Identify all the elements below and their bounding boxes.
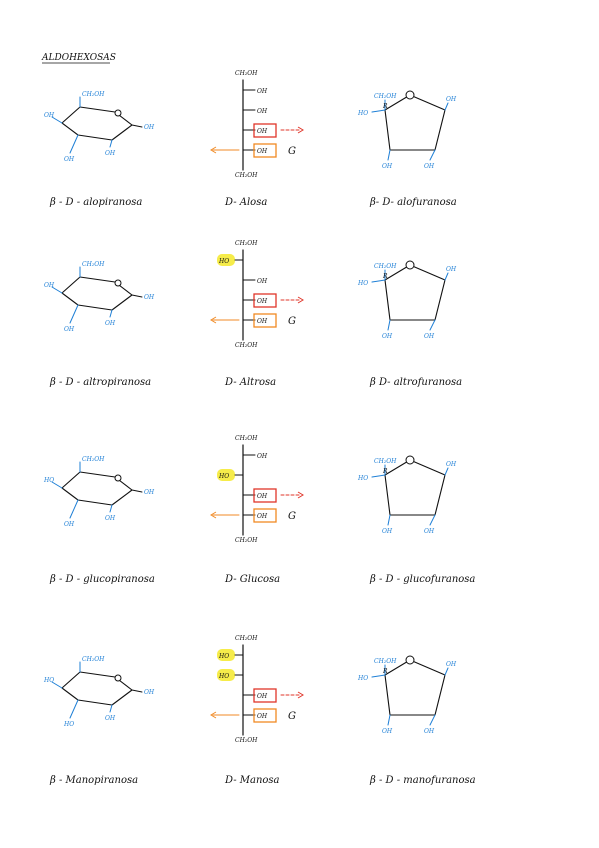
furanose-left-bond — [372, 675, 385, 677]
ring-letter-g: G — [288, 146, 296, 157]
furanose-c2-group: OH — [424, 528, 435, 535]
pyranose-ch2oh: CH₂OH — [82, 656, 105, 663]
furanose-c3-group: OH — [382, 528, 393, 535]
furanose-c3-bond — [388, 320, 390, 330]
fischer-right-c4: OH — [257, 493, 268, 500]
furanose-c3-group: OH — [382, 728, 393, 735]
fischer-projection — [211, 635, 303, 744]
pyranose-name: β - D - altropiranosa — [50, 377, 152, 388]
fischer-right-c4: OH — [257, 298, 268, 305]
fischer-right-c4: OH — [257, 693, 268, 700]
pyranose-c4-group: OH — [44, 112, 55, 119]
c2-bond — [110, 310, 112, 317]
fischer-right-c3: OH — [257, 278, 268, 285]
furanose-structure — [357, 656, 457, 735]
furanose-left-group: HO — [358, 280, 369, 287]
pyranose-ring — [62, 472, 132, 505]
pyranose-name: β - D - alopiranosa — [50, 197, 143, 208]
fischer-top: CH₂OH — [235, 240, 258, 247]
furanose-name: β- D- alofuranosa — [370, 197, 457, 208]
ring-letter-g: G — [288, 316, 296, 327]
furanose-c2-bond — [430, 715, 435, 725]
furanose-c1-bond — [445, 668, 448, 675]
furanose-c1-bond — [445, 468, 448, 475]
furanose-c1-group: OH — [446, 96, 457, 103]
furanose-c1-group: OH — [446, 266, 457, 273]
furanose-oxygen — [406, 261, 414, 269]
c3-bond — [70, 135, 78, 153]
pyranose-ring — [62, 672, 132, 705]
furanose-oxygen — [406, 91, 414, 99]
pyranose-structure — [44, 261, 155, 333]
c1-bond — [132, 125, 142, 127]
fischer-right-c2: OH — [257, 453, 268, 460]
furanose-c2-group: OH — [424, 163, 435, 170]
furanose-r-mark: R — [383, 103, 388, 110]
furanose-ch2oh: CH₂OH — [374, 458, 397, 465]
pyranose-c2-group: OH — [105, 715, 116, 722]
pyranose-c3-group: OH — [64, 521, 75, 528]
sugar-row-3 — [43, 435, 475, 585]
furanose-left-bond — [372, 110, 385, 112]
furanose-oxygen — [406, 456, 414, 464]
fischer-name: D- Manosa — [225, 775, 280, 786]
sugar-row-4 — [43, 635, 476, 786]
furanose-r-mark: R — [383, 468, 388, 475]
fischer-name: D- Glucosa — [225, 574, 281, 585]
furanose-name: β - D - manofuranosa — [370, 775, 476, 786]
furanose-ring — [385, 460, 445, 515]
ring-oxygen — [115, 280, 121, 286]
furanose-name: β D- altrofuranosa — [370, 377, 463, 388]
pyranose-c3-group: HO — [64, 721, 75, 728]
c3-bond — [70, 305, 78, 323]
furanose-ring — [385, 265, 445, 320]
c2-bond — [110, 505, 112, 512]
furanose-left-bond — [372, 475, 385, 477]
ring-oxygen — [115, 110, 121, 116]
fischer-right-c5: OH — [257, 513, 268, 520]
furanose-c3-bond — [388, 515, 390, 525]
furanose-left-group: HO — [358, 110, 369, 117]
page-heading: ALDOHEXOSAS — [42, 53, 116, 63]
pyranose-structure — [44, 91, 155, 163]
furanose-c3-group: OH — [382, 163, 393, 170]
fischer-projection — [211, 435, 303, 544]
pyranose-c2-group: OH — [105, 515, 116, 522]
pyranose-ch2oh: CH₂OH — [82, 456, 105, 463]
fischer-projection — [211, 70, 303, 179]
furanose-name: β - D - glucofuranosa — [370, 574, 476, 585]
furanose-ring — [385, 95, 445, 150]
fischer-right-c2: OH — [257, 88, 268, 95]
furanose-c1-bond — [445, 273, 448, 280]
fischer-bottom: CH₂OH — [235, 737, 258, 744]
furanose-ring — [385, 660, 445, 715]
fischer-top: CH₂OH — [235, 435, 258, 442]
ring-oxygen — [115, 675, 121, 681]
fischer-top: CH₂OH — [235, 635, 258, 642]
furanose-structure — [357, 261, 457, 340]
pyranose-c4-group: OH — [44, 282, 55, 289]
pyranose-c3-group: OH — [64, 156, 75, 163]
fischer-left-c2: HO — [219, 653, 230, 660]
fischer-left-c2: HO — [219, 258, 230, 265]
fischer-name: D- Altrosa — [225, 377, 277, 388]
c1-bond — [132, 690, 142, 692]
fischer-right-c5: OH — [257, 318, 268, 325]
rows-layer — [43, 70, 476, 786]
c2-bond — [110, 705, 112, 712]
furanose-c1-bond — [445, 103, 448, 110]
furanose-c2-group: OH — [424, 333, 435, 340]
furanose-c2-bond — [430, 515, 435, 525]
furanose-c3-group: OH — [382, 333, 393, 340]
c1-bond — [132, 295, 142, 297]
fischer-name: D- Alosa — [225, 197, 268, 208]
fischer-left-c3: HO — [219, 473, 230, 480]
fischer-projection — [211, 240, 303, 349]
pyranose-name: β - D - glucopiranosa — [50, 574, 155, 585]
c2-bond — [110, 140, 112, 147]
furanose-structure — [357, 456, 457, 535]
fischer-right-c5: OH — [257, 713, 268, 720]
furanose-structure — [357, 91, 457, 170]
sugar-row-2 — [44, 240, 462, 388]
furanose-c2-bond — [430, 320, 435, 330]
furanose-c2-group: OH — [424, 728, 435, 735]
pyranose-name: β - Manopiranosa — [50, 775, 139, 786]
fischer-bottom: CH₂OH — [235, 342, 258, 349]
pyranose-c1-group: OH — [144, 294, 155, 301]
fischer-right-c5: OH — [257, 148, 268, 155]
pyranose-c2-group: OH — [105, 150, 116, 157]
furanose-ch2oh: CH₂OH — [374, 263, 397, 270]
furanose-oxygen — [406, 656, 414, 664]
fischer-right-c3: OH — [257, 108, 268, 115]
pyranose-ch2oh: CH₂OH — [82, 261, 105, 268]
pyranose-c4-group: HO — [44, 677, 55, 684]
furanose-ch2oh: CH₂OH — [374, 93, 397, 100]
furanose-ch2oh: CH₂OH — [374, 658, 397, 665]
furanose-left-group: HO — [358, 675, 369, 682]
ring-oxygen — [115, 475, 121, 481]
fischer-bottom: CH₂OH — [235, 537, 258, 544]
fischer-right-c4: OH — [257, 128, 268, 135]
c3-bond — [70, 500, 78, 518]
sugar-row-1 — [44, 70, 457, 208]
pyranose-c2-group: OH — [105, 320, 116, 327]
furanose-c1-group: OH — [446, 461, 457, 468]
pyranose-ring — [62, 107, 132, 140]
pyranose-structure — [43, 456, 155, 528]
furanose-c3-bond — [388, 715, 390, 725]
furanose-left-group: HO — [358, 475, 369, 482]
pyranose-c1-group: OH — [144, 689, 155, 696]
fischer-bottom: CH₂OH — [235, 172, 258, 179]
pyranose-c1-group: OH — [144, 489, 155, 496]
furanose-r-mark: R — [383, 273, 388, 280]
pyranose-ch2oh: CH₂OH — [82, 91, 105, 98]
furanose-c3-bond — [388, 150, 390, 160]
fischer-top: CH₂OH — [235, 70, 258, 77]
ring-letter-g: G — [288, 711, 296, 722]
furanose-r-mark: R — [383, 668, 388, 675]
pyranose-c4-group: HO — [44, 477, 55, 484]
pyranose-ring — [62, 277, 132, 310]
fischer-left-c3: HO — [219, 673, 230, 680]
pyranose-c3-group: OH — [64, 326, 75, 333]
furanose-left-bond — [372, 280, 385, 282]
furanose-c1-group: OH — [446, 661, 457, 668]
pyranose-structure — [43, 656, 155, 728]
ring-letter-g: G — [288, 511, 296, 522]
c1-bond — [132, 490, 142, 492]
furanose-c2-bond — [430, 150, 435, 160]
pyranose-c1-group: OH — [144, 124, 155, 131]
c3-bond — [70, 700, 78, 718]
